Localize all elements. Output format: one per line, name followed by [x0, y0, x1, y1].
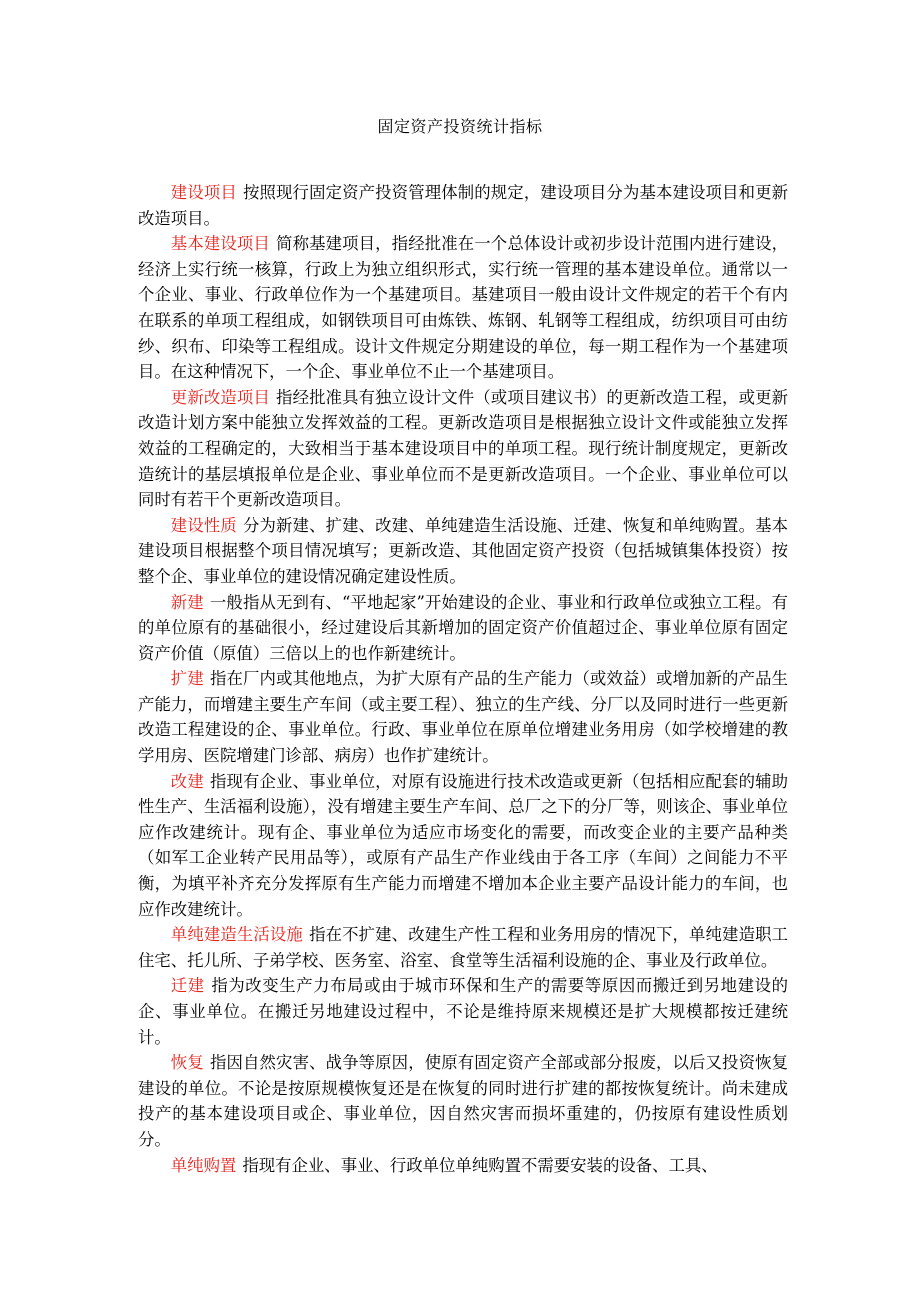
entry-text: 指因自然灾害、战争等原因，使原有固定资产全部或部分报废，以后又投资恢复建设的单位。不论是按原规模恢复还是在恢复的同时进行扩建的都按恢复统计。尚未建成投产的基本建设项目或企、事业单位，因自然灾害而损坏重建的，仍按原有建设性质划分。	[138, 1053, 789, 1149]
entry-paragraph	[138, 180, 788, 231]
entry-text: 分为新建、扩建、改建、单纯建造生活设施、迁建、恢复和单纯购置。基本建设项目根据整个项目情况填写；更新改造、其他固定资产投资（包括城镇集体投资）按整个企、事业单位的建设情况确定建设性质。	[138, 515, 789, 586]
entry-term: 迁建	[170, 976, 205, 996]
entry-paragraph	[138, 385, 788, 513]
entry-text: 指经批准具有独立设计文件（或项目建议书）的更新改造工程，或更新改造计划方案中能独立发挥效益的工程。更新改造项目是根据独立设计文件或能独立发挥效益的工程确定的，大致相当于基本建设项目中的单项工程。现行统计制度规定，更新改造统计的基层填报单位是企业、事业单位而不是更新改造项目。一个企业、事业单位可以同时有若干个更新改造项目。	[138, 387, 789, 510]
entry-text: 按照现行固定资产投资管理体制的规定，建设项目分为基本建设项目和更新改造项目。	[138, 183, 789, 228]
entry-paragraph	[138, 769, 788, 923]
document-body	[138, 180, 788, 1178]
entry-term: 更新改造项目	[170, 387, 270, 407]
entry-paragraph	[138, 231, 788, 385]
entry-term: 单纯建造生活设施	[170, 925, 303, 945]
entry-term: 扩建	[170, 669, 204, 689]
entry-text: 指在不扩建、改建生产性工程和业务用房的情况下，单纯建造职工住宅、托儿所、子弟学校、医务室、浴室、食堂等生活福利设施的企、事业及行政单位。	[138, 925, 789, 970]
entry-text: 简称基建项目，指经批准在一个总体设计或初步设计范围内进行建设，经济上实行统一核算，行政上为独立组织形式，实行统一管理的基本建设单位。通常以一个企业、事业、行政单位作为一个基建项目。基建项目一般由设计文件规定的若干个有内在联系的单项工程组成，如钢铁项目可由炼铁、炼钢、轧钢等工程组成，纺织项目可由纺纱、织布、印染等工程组成。设计文件规定分期建设的单位，每一期工程作为一个基建项目。在这种情况下，一个企、事业单位不止一个基建项目。	[138, 234, 789, 382]
entry-paragraph	[138, 973, 788, 1050]
entry-paragraph	[138, 666, 788, 768]
entry-paragraph	[138, 1153, 788, 1179]
entry-term: 建设性质	[170, 515, 237, 535]
entry-term: 改建	[170, 771, 204, 791]
entry-paragraph	[138, 1050, 788, 1152]
document-title: 固定资产投资统计指标	[377, 117, 543, 136]
entry-text: 指在厂内或其他地点，为扩大原有产品的生产能力（或效益）或增加新的产品生产能力，而增建主要生产车间（或主要工程）、独立的生产线、分厂以及同时进行一些更新改造工程建设的企、事业单位。行政、事业单位在原单位增建业务用房（如学校增建的教学用房、医院增建门诊部、病房）也作扩建统计。	[138, 669, 789, 766]
entry-paragraph	[138, 922, 788, 973]
entry-term: 基本建设项目	[170, 234, 270, 254]
entry-paragraph	[138, 513, 788, 590]
entry-text: 指现有企业、事业单位，对原有设施进行技术改造或更新（包括相应配套的辅助性生产、生活福利设施），没有增建主要生产车间、总厂之下的分厂等，则该企、事业单位应作改建统计。现有企、事业单位为适应市场变化的需要，而改变企业的主要产品种类（如军工企业转产民用品等），或原有产品生产作业线由于各工序（车间）之间能力不平衡，为填平补齐充分发挥原有生产能力而增建不增加本企业主要产品设计能力的车间，也应作改建统计。	[138, 771, 789, 919]
entry-paragraph	[138, 590, 788, 667]
entry-text: 指为改变生产力布局或由于城市环保和生产的需要等原因而搬迁到另地建设的企、事业单位。在搬迁另地建设过程中，不论是维持原来规模还是扩大规模都按迁建统计。	[138, 976, 789, 1047]
entry-term: 新建	[170, 592, 204, 612]
entry-term: 单纯购置	[170, 1155, 237, 1175]
entry-term: 建设项目	[170, 183, 237, 202]
entry-text: 指现有企业、事业、行政单位单纯购置不需要安装的设备、工具、	[242, 1155, 718, 1175]
entry-term: 恢复	[170, 1053, 204, 1073]
entry-text: 一般指从无到有、“平地起家”开始建设的企业、事业和行政单位或独立工程。有的单位原有的基础很小，经过建设后其新增加的固定资产价值超过企、事业单位原有固定资产价值（原值）三倍以上的也作新建统计。	[138, 592, 788, 663]
